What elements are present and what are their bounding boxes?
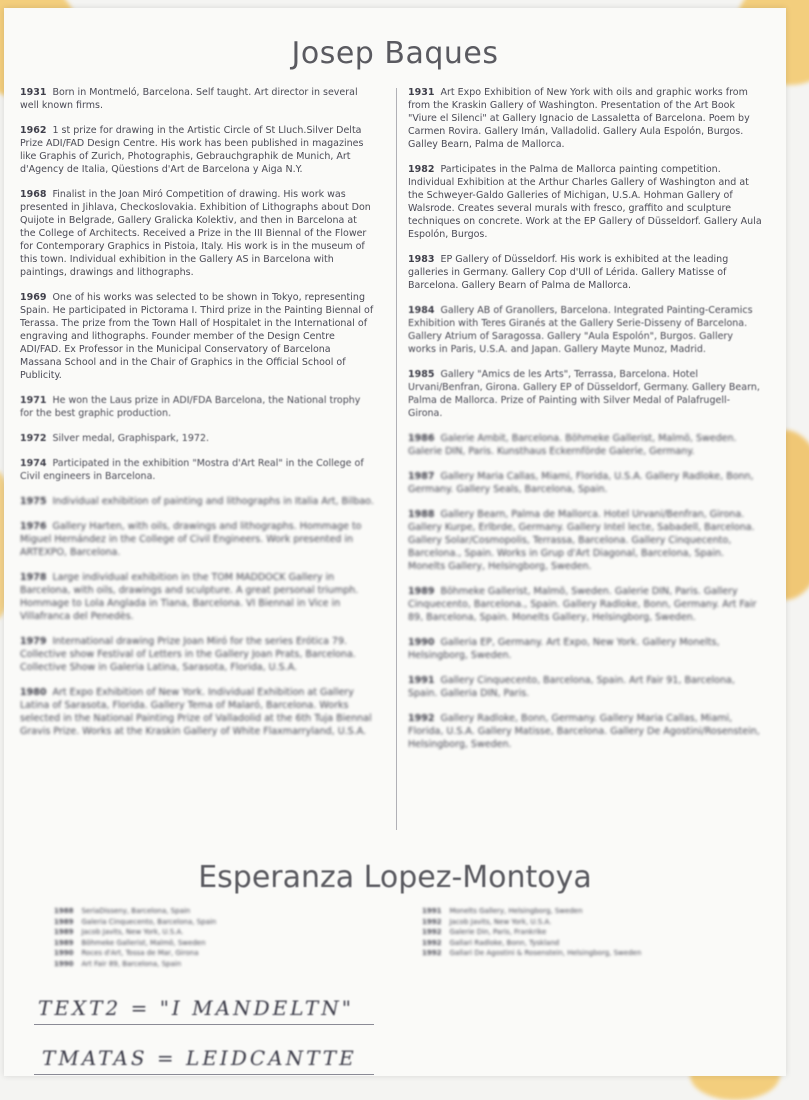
entry-year: 1989 bbox=[54, 917, 74, 926]
bio-entry bbox=[20, 571, 375, 623]
list-item bbox=[54, 948, 216, 959]
entry-year: 1971 bbox=[20, 395, 47, 406]
entry-text: Gallery "Amics de les Arts", Terrassa, Barcelona. Hotel Urvani/Benfran, Girona. Gallery EP of Düsseldorf, Germany. Gallery Bearn, Palma de Mallorca. Prize of Painting with Silver Medal of Palafrugell-Girona. bbox=[408, 369, 760, 419]
entry-text: Art Fair 89, Barcelona, Spain bbox=[81, 959, 182, 968]
entry-text: Gallery Radloke, Bonn, Germany. Gallery Maria Callas, Miami, Florida, U.S.A. Gallery Matisse, Barcelona. Gallery De Agostini/Rosenstein, Helsingborg, Sweden. bbox=[408, 713, 760, 750]
entry-year: 1989 bbox=[408, 586, 435, 597]
entry-text: Galleria EP, Germany. Art Expo, New York. Gallery Monelts, Helsingborg, Sweden. bbox=[408, 637, 720, 661]
bio-entry bbox=[20, 635, 375, 674]
bio-entry bbox=[20, 432, 375, 445]
entry-text: Jacob Javits, New York, U.S.A. bbox=[449, 917, 552, 926]
entry-year: 1988 bbox=[408, 509, 435, 520]
entry-year: 1991 bbox=[408, 675, 435, 686]
entry-text: Finalist in the Joan Miró Competition of drawing. His work was presented in Jihlava, Checkoslovakia. Exhibition of Lithographs about Don Quijote in Belgrade, Gallery Gralicka Kolektiv, and then in Barcelona at the College of Architects. Received a Prize in the III Biennal of the Flower for Contemporary Graphics in Pistoia, Italy. His work is in the museum of this town. Individual exhibition in the Gallery AS in Barcelona with paintings, drawings and lithographs. bbox=[20, 189, 371, 278]
entry-text: Gallari Radloke, Bonn, Tyskland bbox=[449, 938, 560, 947]
entry-text: Gallari De Agostini & Rosenstein, Helsingborg, Sweden bbox=[449, 949, 642, 957]
list-item bbox=[54, 938, 216, 949]
bio-entry bbox=[408, 368, 763, 420]
list-item bbox=[54, 959, 216, 970]
bio-entry bbox=[20, 124, 375, 176]
entry-text: Participated in the exhibition "Mostra d'Art Real" in the College of Civil engineers in Barcelona. bbox=[20, 458, 364, 482]
bio-entry bbox=[408, 674, 763, 700]
entry-text: Gallery Bearn, Palma de Mallorca. Hotel Urvani/Benfran, Girona. Gallery Kurpe, Erlbrde, Germany. Gallery Intel lecte, Sabadell, Barcelona. Gallery Solar/Cosmopolis, Terrassa, Barcelona. Gallery Cinquecento, Barcelona., Spain. Works in Grup d'Art Diagonal, Barcelona, Spain. Monelts Gallery, Helsingborg, Sweden. bbox=[408, 509, 755, 572]
bio-entry bbox=[408, 432, 763, 458]
entry-text: Galerie Ambit, Barcelona. Böhmeke Gallerist, Malmö, Sweden. Galerie DIN, Paris. Kunsthaus Eckernförde Galerie, Germany. bbox=[408, 433, 737, 457]
entry-year: 1962 bbox=[20, 125, 47, 136]
bio-entry bbox=[408, 163, 763, 241]
entry-year: 1968 bbox=[20, 189, 47, 200]
list-item bbox=[422, 927, 641, 938]
entry-year: 1990 bbox=[54, 959, 74, 968]
entry-year: 1992 bbox=[422, 917, 442, 926]
entry-year: 1979 bbox=[20, 636, 47, 647]
entry-year: 1990 bbox=[54, 949, 74, 957]
entry-year: 1931 bbox=[20, 87, 47, 98]
handwritten-note-line-1: TEXT2 = "I MANDELTN" bbox=[38, 996, 354, 1020]
bio-entry bbox=[408, 304, 763, 356]
entry-text: He won the Laus prize in ADI/FDA Barcelona, the National trophy for the best graphic production. bbox=[20, 395, 361, 419]
bio-entry bbox=[408, 585, 763, 624]
entry-text: EP Gallery of Düsseldorf. His work is exhibited at the leading galleries in Germany. Gallery Cop d'Ull of Lérida. Gallery Matisse of Barcelona. Gallery Bearn of Palma de Mallorca. bbox=[408, 254, 729, 291]
entry-year: 1991 bbox=[422, 907, 442, 915]
bio-entry bbox=[408, 712, 763, 751]
list-item bbox=[422, 906, 641, 917]
entry-text: International drawing Prize Joan Miró for the series Erótica 79. Collective show Festival of Letters in the Gallery Joan Prats, Barcelona. Collective Show in Galeria Latina, Sarasota, Florida, U.S.A. bbox=[20, 636, 356, 673]
bio-entry bbox=[20, 291, 375, 382]
entry-text: Silver medal, Graphispark, 1972. bbox=[52, 433, 210, 444]
entry-year: 1983 bbox=[408, 254, 435, 265]
entry-year: 1984 bbox=[408, 305, 435, 316]
entry-text: Böhmeke Gallerist, Malmö, Sweden bbox=[81, 938, 206, 947]
entry-text: Böhmeke Gallerist, Malmö, Sweden. Galerie DIN, Paris. Gallery Cinquecento, Barcelona., Spain. Gallery Radloke, Bonn, Germany. Art Fair 89, Barcelona, Spain. Monelts Gallery, Helsingborg, Sweden. bbox=[408, 586, 757, 623]
entry-year: 1989 bbox=[54, 928, 74, 936]
entry-text: SeriaDisseny, Barcelona, Spain bbox=[81, 907, 191, 915]
bio-entry bbox=[408, 253, 763, 292]
entry-text: Art Expo Exhibition of New York with oils and graphic works from from the Kraskin Gallery of Washington. Presentation of the Art Book "Viure el Silenci" at Gallery Ignacio de Lassaletta of Barcelona. Poem by Carmen Rovira. Gallery Imán, Valladolid. Gallery Aula Espolón, Burgos. Galley Bearn, Palma de Mallorca. bbox=[408, 87, 750, 150]
entry-text: Jacob Javits, New York, U.S.A. bbox=[81, 928, 184, 936]
bio-entry bbox=[20, 686, 375, 738]
bio-entry bbox=[20, 520, 375, 559]
entry-text: Art Expo Exhibition of New York. Individual Exhibition at Gallery Latina of Sarasota, Florida. Gallery Tema of Malaró, Barcelona. Works selected in the National Painting Prize of Valladolid at the 6th Tuja Biennal Gravis Prize. Works at the Kraskin Gallery of White Flaxmarryland, U.S.A. bbox=[20, 687, 372, 737]
entry-year: 1982 bbox=[408, 164, 435, 175]
page-title: Josep Baques bbox=[291, 36, 499, 71]
entry-text: One of his works was selected to be shown in Tokyo, representing Spain. He participated in Pictorama I. Third prize in the Painting Biennal of Terassa. The prize from the Town Hall of Hospitalet in the International of engraving and lithographs. Founder member of the Design Centre ADI/FAD. Ex Professor in the Municipal Conservatory of Barcelona Massana School and in the Chair of Graphics in the Official School of Publicity. bbox=[20, 292, 374, 381]
list-item bbox=[54, 917, 216, 928]
bio-entry bbox=[20, 457, 375, 483]
list-item bbox=[422, 948, 641, 959]
entry-text: 1 st prize for drawing in the Artistic Circle of St Lluch.Silver Delta Prize ADI/FAD Design Centre. His work has been published in magazines like Graphis of Zurich, Photographis, Gebrauchgraphik de Munich, Art d'Agency de Italia, Qüestions d'Art de Barcelona y Aiga N.Y. bbox=[20, 125, 364, 175]
entry-year: 1992 bbox=[422, 949, 442, 957]
entry-text: Large individual exhibition in the TOM MADDOCK Gallery in Barcelona, with oils, drawings and sculpture. A great personal triumph. Hommage to Lola Anglada in Tiana, Barcelona. VI Biennal in Vice in Villafranca del Penedès. bbox=[20, 572, 359, 622]
bio-entry bbox=[20, 495, 375, 508]
entry-year: 1972 bbox=[20, 433, 47, 444]
entry-year: 1987 bbox=[408, 471, 435, 482]
exhibition-list-right bbox=[422, 906, 641, 959]
entry-text: Born in Montmeló, Barcelona. Self taught. Art director in several well known firms. bbox=[20, 87, 358, 111]
entry-text: Individual exhibition of painting and lithographs in Italia Art, Bilbao. bbox=[52, 496, 374, 507]
entry-year: 1990 bbox=[408, 637, 435, 648]
bio-entry bbox=[20, 394, 375, 420]
handwriting-underline bbox=[34, 1024, 374, 1025]
entry-year: 1989 bbox=[54, 938, 74, 947]
bio-entry bbox=[408, 636, 763, 662]
section-title: Esperanza Lopez-Montoya bbox=[198, 860, 592, 895]
list-item bbox=[54, 906, 216, 917]
entry-year: 1969 bbox=[20, 292, 47, 303]
bio-entry bbox=[20, 86, 375, 112]
entry-text: Roces d'Art, Tossa de Mar, Girona bbox=[81, 949, 199, 957]
column-divider bbox=[396, 88, 397, 830]
bio-entry bbox=[20, 188, 375, 279]
entry-text: Gallery AB of Granollers, Barcelona. Integrated Painting-Ceramics Exhibition with Teres Giranés at the Gallery Serie-Disseny of Barcelona. Gallery Atrium of Saragossa. Gallery "Aula Espolón", Burgos. Gallery works in Paris, U.S.A. and Japan. Gallery Mayte Munoz, Madrid. bbox=[408, 305, 753, 355]
entry-year: 1985 bbox=[408, 369, 435, 380]
entry-year: 1974 bbox=[20, 458, 47, 469]
entry-year: 1988 bbox=[54, 907, 74, 915]
handwriting-underline bbox=[34, 1074, 374, 1075]
bio-entry bbox=[408, 470, 763, 496]
entry-year: 1986 bbox=[408, 433, 435, 444]
entry-text: Galerie Din, Paris, Frankrike bbox=[449, 928, 547, 936]
entry-year: 1992 bbox=[408, 713, 435, 724]
list-item bbox=[422, 917, 641, 928]
entry-text: Gallery Maria Callas, Miami, Florida, U.S.A. Gallery Radloke, Bonn, Germany. Gallery Seals, Barcelona, Spain. bbox=[408, 471, 754, 495]
entry-year: 1980 bbox=[20, 687, 47, 698]
entry-text: Galeria Cinquecento, Barcelona, Spain bbox=[81, 917, 217, 926]
entry-year: 1931 bbox=[408, 87, 435, 98]
entry-year: 1976 bbox=[20, 521, 47, 532]
entry-year: 1992 bbox=[422, 938, 442, 947]
entry-text: Monelts Gallery, Helsingborg, Sweden bbox=[449, 907, 583, 915]
left-column bbox=[20, 86, 375, 750]
entry-year: 1975 bbox=[20, 496, 47, 507]
list-item bbox=[54, 927, 216, 938]
document-page bbox=[4, 8, 786, 1076]
list-item bbox=[422, 938, 641, 949]
entry-text: Gallery Cinquecento, Barcelona, Spain. Art Fair 91, Barcelona, Spain. Galleria DIN, Paris. bbox=[408, 675, 735, 699]
entry-year: 1992 bbox=[422, 928, 442, 936]
entry-text: Participates in the Palma de Mallorca painting competition. Individual Exhibition at the Arthur Charles Gallery of Washington and at the Schweyer-Galdo Galleries of Michigan, U.S.A. Hohman Gallery of Walsrode. Creates several murals with fresco, graffito and sculpture techniques on concrete. Work at the EP Gallery of Düsseldorf. Gallery Aula Espolón, Burgos. bbox=[408, 164, 762, 240]
bio-entry bbox=[408, 86, 763, 151]
handwritten-note-line-2: TMATAS = LEIDCANTTE bbox=[42, 1046, 357, 1070]
entry-text: Gallery Harten, with oils, drawings and lithographs. Hommage to Miguel Hernández in the College of Civil Engineers. Work presented in ARTEXPO, Barcelona. bbox=[20, 521, 362, 558]
right-column bbox=[408, 86, 763, 763]
exhibition-list-left bbox=[54, 906, 216, 969]
bio-entry bbox=[408, 508, 763, 573]
entry-year: 1978 bbox=[20, 572, 47, 583]
